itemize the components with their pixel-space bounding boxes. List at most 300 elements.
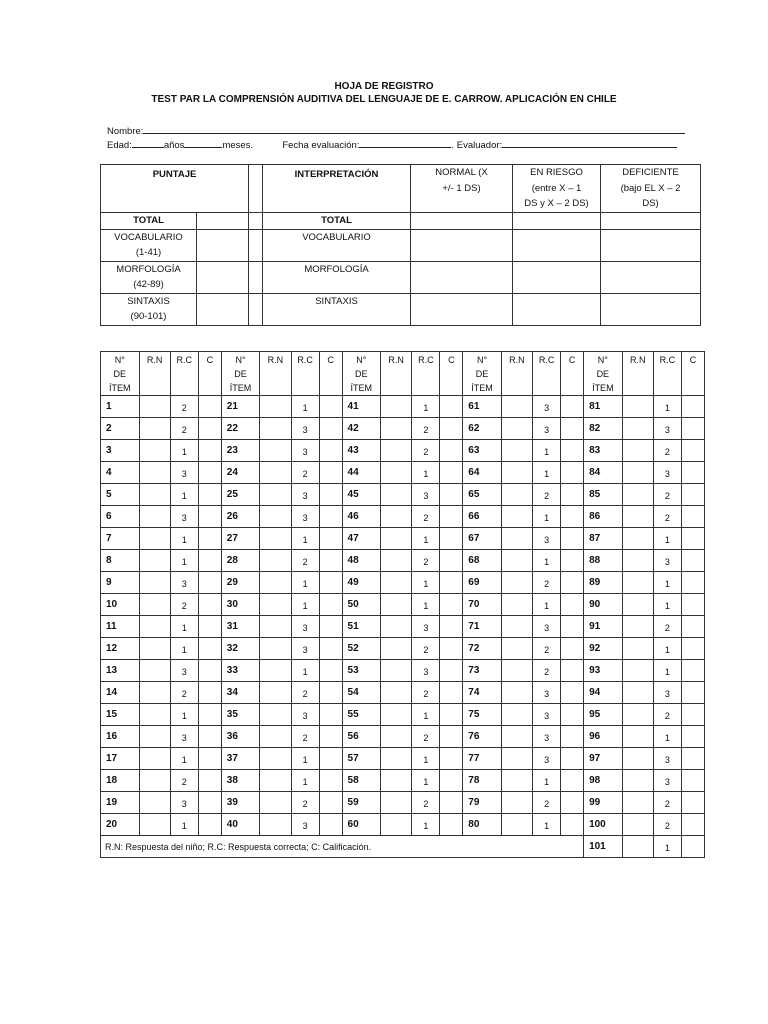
rc-value: 1 [170, 704, 198, 726]
rc-value: 1 [533, 462, 561, 484]
item-number: 17 [101, 748, 140, 770]
rn-cell[interactable] [501, 594, 532, 616]
c-cell[interactable] [681, 726, 704, 748]
c-cell[interactable] [440, 660, 463, 682]
c-cell[interactable] [440, 770, 463, 792]
rn-cell[interactable] [260, 506, 291, 528]
rn-cell[interactable] [139, 814, 170, 836]
c-cell[interactable] [681, 572, 704, 594]
rn-cell[interactable] [139, 792, 170, 814]
table-row [101, 704, 705, 726]
edad-months-field[interactable] [184, 138, 222, 148]
rn-cell[interactable] [139, 704, 170, 726]
c-cell[interactable] [681, 770, 704, 792]
c-cell[interactable] [319, 550, 342, 572]
rn-cell[interactable] [260, 396, 291, 418]
c-cell[interactable] [319, 814, 342, 836]
rn-cell[interactable] [381, 660, 412, 682]
c-cell[interactable] [319, 396, 342, 418]
item-number: 99 [584, 792, 623, 814]
rn-cell[interactable] [260, 660, 291, 682]
rn-cell[interactable] [622, 726, 653, 748]
c-cell[interactable] [440, 506, 463, 528]
c-cell[interactable] [561, 660, 584, 682]
item-number: 12 [101, 638, 140, 660]
rc-value: 1 [412, 572, 440, 594]
nombre-field[interactable] [143, 124, 685, 134]
rn-cell[interactable] [622, 660, 653, 682]
rc-value: 3 [291, 814, 319, 836]
rn-cell[interactable] [501, 660, 532, 682]
c-cell[interactable] [198, 440, 221, 462]
rn-cell[interactable] [260, 726, 291, 748]
c-cell[interactable] [440, 638, 463, 660]
rc-value: 2 [533, 572, 561, 594]
rc-value: 1 [533, 550, 561, 572]
rn-cell[interactable] [139, 462, 170, 484]
rn-cell[interactable] [139, 660, 170, 682]
rn-cell[interactable] [139, 682, 170, 704]
rn-cell[interactable] [139, 616, 170, 638]
item-number: 94 [584, 682, 623, 704]
c-cell[interactable] [319, 528, 342, 550]
c-cell[interactable] [319, 440, 342, 462]
item-number: 81 [584, 396, 623, 418]
rn-cell[interactable] [260, 484, 291, 506]
rn-cell[interactable] [501, 770, 532, 792]
rn-cell[interactable] [381, 638, 412, 660]
item-number: 37 [221, 748, 260, 770]
rn-cell[interactable] [260, 528, 291, 550]
rn-cell[interactable] [501, 396, 532, 418]
rc-value: 2 [653, 814, 681, 836]
c-cell[interactable] [319, 616, 342, 638]
c-cell[interactable] [440, 418, 463, 440]
rn-cell[interactable] [139, 484, 170, 506]
morfologia-label: MORFOLOGÍA (42-89) [101, 261, 197, 293]
c-cell[interactable] [561, 572, 584, 594]
c-cell[interactable] [198, 682, 221, 704]
rn-cell[interactable] [381, 572, 412, 594]
rn-cell[interactable] [260, 418, 291, 440]
item-number: 23 [221, 440, 260, 462]
item-number: 30 [221, 594, 260, 616]
rn-cell[interactable] [622, 814, 653, 836]
c-cell[interactable] [319, 660, 342, 682]
c-cell[interactable] [198, 638, 221, 660]
c-cell[interactable] [198, 704, 221, 726]
rc-value: 3 [533, 682, 561, 704]
c-cell[interactable] [561, 638, 584, 660]
c-header: C [681, 352, 704, 396]
rn-cell[interactable] [381, 396, 412, 418]
c-cell[interactable] [198, 726, 221, 748]
total-score-cell[interactable] [197, 212, 249, 229]
item-number: 84 [584, 462, 623, 484]
c-cell[interactable] [198, 506, 221, 528]
item-number: 5 [101, 484, 140, 506]
c-cell[interactable] [561, 506, 584, 528]
c-cell[interactable] [319, 484, 342, 506]
c-cell[interactable] [319, 462, 342, 484]
rc-value: 1 [412, 704, 440, 726]
c-cell[interactable] [681, 440, 704, 462]
c-cell[interactable] [681, 462, 704, 484]
c-cell[interactable] [440, 550, 463, 572]
rc-value: 3 [533, 748, 561, 770]
rn-cell[interactable] [260, 814, 291, 836]
c-cell[interactable] [440, 462, 463, 484]
c-cell[interactable] [561, 550, 584, 572]
rc-value: 2 [170, 396, 198, 418]
rn-cell[interactable] [501, 462, 532, 484]
c-cell[interactable] [319, 506, 342, 528]
item-number: 72 [463, 638, 502, 660]
table-row [101, 792, 705, 814]
rn-cell[interactable] [139, 572, 170, 594]
c-cell[interactable] [681, 814, 704, 836]
rn-cell[interactable] [260, 748, 291, 770]
rc-value: 3 [653, 418, 681, 440]
c-cell[interactable] [440, 726, 463, 748]
rn-cell[interactable] [501, 550, 532, 572]
rn-cell[interactable] [381, 418, 412, 440]
rc-value: 2 [412, 726, 440, 748]
c-cell[interactable] [681, 792, 704, 814]
rn-cell[interactable] [501, 704, 532, 726]
item-number: 36 [221, 726, 260, 748]
c-cell[interactable] [681, 506, 704, 528]
rn-cell[interactable] [501, 616, 532, 638]
c-cell[interactable] [319, 572, 342, 594]
rc-value: 1 [533, 506, 561, 528]
rn-cell[interactable] [622, 836, 653, 858]
c-cell[interactable] [319, 418, 342, 440]
rn-cell[interactable] [139, 638, 170, 660]
c-cell[interactable] [319, 792, 342, 814]
c-cell[interactable] [561, 528, 584, 550]
c-cell[interactable] [681, 616, 704, 638]
c-cell[interactable] [198, 462, 221, 484]
edad-years-field[interactable] [132, 138, 164, 148]
rn-cell[interactable] [622, 528, 653, 550]
c-cell[interactable] [440, 484, 463, 506]
c-cell[interactable] [319, 704, 342, 726]
rn-cell[interactable] [622, 638, 653, 660]
c-cell[interactable] [681, 748, 704, 770]
rn-cell[interactable] [501, 726, 532, 748]
rn-cell[interactable] [622, 792, 653, 814]
item-number: 88 [584, 550, 623, 572]
c-cell[interactable] [319, 770, 342, 792]
rn-cell[interactable] [139, 726, 170, 748]
item-number: 58 [342, 770, 381, 792]
rn-cell[interactable] [501, 484, 532, 506]
c-cell[interactable] [319, 726, 342, 748]
item-number: 33 [221, 660, 260, 682]
table-row [101, 638, 705, 660]
c-cell[interactable] [198, 572, 221, 594]
c-cell[interactable] [681, 704, 704, 726]
c-cell[interactable] [681, 550, 704, 572]
item-number: 20 [101, 814, 140, 836]
c-cell[interactable] [561, 418, 584, 440]
c-cell[interactable] [198, 748, 221, 770]
rn-cell[interactable] [622, 572, 653, 594]
rn-cell[interactable] [139, 594, 170, 616]
c-cell[interactable] [440, 616, 463, 638]
rc-value: 3 [291, 638, 319, 660]
rc-value: 3 [653, 748, 681, 770]
c-cell[interactable] [561, 792, 584, 814]
c-cell[interactable] [561, 770, 584, 792]
c-cell[interactable] [440, 440, 463, 462]
c-cell[interactable] [198, 770, 221, 792]
c-cell[interactable] [198, 660, 221, 682]
c-cell[interactable] [198, 792, 221, 814]
evaluador-field[interactable] [502, 138, 677, 148]
rc-value: 2 [291, 462, 319, 484]
rn-cell[interactable] [622, 594, 653, 616]
rn-cell[interactable] [139, 418, 170, 440]
rn-cell[interactable] [260, 704, 291, 726]
c-cell[interactable] [561, 484, 584, 506]
rn-cell[interactable] [139, 528, 170, 550]
rc-value: 1 [653, 726, 681, 748]
rn-cell[interactable] [501, 682, 532, 704]
c-cell[interactable] [681, 682, 704, 704]
c-cell[interactable] [440, 748, 463, 770]
c-cell[interactable] [561, 440, 584, 462]
rn-cell[interactable] [139, 748, 170, 770]
c-cell[interactable] [681, 418, 704, 440]
rc-header: R.C [291, 352, 319, 396]
rn-cell[interactable] [381, 682, 412, 704]
c-cell[interactable] [561, 682, 584, 704]
rn-cell[interactable] [139, 440, 170, 462]
item-number: 44 [342, 462, 381, 484]
normal-header: NORMAL (X +/- 1 DS) [411, 165, 513, 213]
rn-cell[interactable] [622, 748, 653, 770]
item-number: 45 [342, 484, 381, 506]
c-cell[interactable] [319, 682, 342, 704]
rc-value: 2 [170, 418, 198, 440]
rn-cell[interactable] [501, 792, 532, 814]
morfologia-score-cell[interactable] [197, 261, 249, 293]
vocabulario-interp-label: VOCABULARIO [263, 229, 411, 261]
c-cell[interactable] [198, 814, 221, 836]
item-number: 61 [463, 396, 502, 418]
rn-cell[interactable] [501, 814, 532, 836]
rc-value: 1 [170, 550, 198, 572]
rc-value: 2 [291, 726, 319, 748]
rn-cell[interactable] [260, 440, 291, 462]
edad-line [107, 138, 677, 151]
rc-value: 3 [291, 418, 319, 440]
rn-cell[interactable] [381, 748, 412, 770]
rn-cell[interactable] [381, 550, 412, 572]
fecha-field[interactable] [359, 138, 451, 148]
c-cell[interactable] [561, 814, 584, 836]
c-cell[interactable] [319, 638, 342, 660]
c-cell[interactable] [440, 792, 463, 814]
c-cell[interactable] [681, 528, 704, 550]
item-number: 74 [463, 682, 502, 704]
rn-cell[interactable] [139, 770, 170, 792]
c-cell[interactable] [561, 462, 584, 484]
item-number: 71 [463, 616, 502, 638]
item-number: 70 [463, 594, 502, 616]
morfologia-interp-label: MORFOLOGÍA [263, 261, 411, 293]
rn-cell[interactable] [622, 484, 653, 506]
edad-label: Edad: [107, 140, 132, 151]
item-number: 76 [463, 726, 502, 748]
sintaxis-label: SINTAXIS (90-101) [101, 293, 197, 325]
c-cell[interactable] [681, 484, 704, 506]
rn-cell[interactable] [381, 704, 412, 726]
item-number: 24 [221, 462, 260, 484]
item-number: 101 [584, 836, 623, 858]
item-number: 25 [221, 484, 260, 506]
rn-cell[interactable] [501, 506, 532, 528]
rc-value: 1 [170, 528, 198, 550]
rn-cell[interactable] [381, 792, 412, 814]
rn-cell[interactable] [622, 704, 653, 726]
c-cell[interactable] [440, 572, 463, 594]
c-cell[interactable] [681, 594, 704, 616]
legend-text: R.N: Respuesta del niño; R.C: Respuesta correcta; C: Calificación. [101, 836, 584, 858]
rn-cell[interactable] [139, 396, 170, 418]
c-cell[interactable] [198, 616, 221, 638]
c-cell[interactable] [561, 396, 584, 418]
rc-value: 3 [653, 550, 681, 572]
item-number: 51 [342, 616, 381, 638]
rn-cell[interactable] [622, 462, 653, 484]
rn-cell[interactable] [260, 682, 291, 704]
rn-cell[interactable] [501, 638, 532, 660]
rn-cell[interactable] [622, 506, 653, 528]
c-cell[interactable] [681, 836, 704, 858]
rn-cell[interactable] [260, 462, 291, 484]
item-number: 4 [101, 462, 140, 484]
table-row [101, 462, 705, 484]
rc-value: 2 [653, 506, 681, 528]
c-header: C [440, 352, 463, 396]
rn-cell[interactable] [260, 770, 291, 792]
item-number: 39 [221, 792, 260, 814]
rc-value: 2 [653, 484, 681, 506]
rn-cell[interactable] [381, 726, 412, 748]
sintaxis-score-cell[interactable] [197, 293, 249, 325]
item-number: 68 [463, 550, 502, 572]
c-cell[interactable] [198, 550, 221, 572]
rn-cell[interactable] [501, 748, 532, 770]
rn-cell[interactable] [381, 462, 412, 484]
c-cell[interactable] [440, 814, 463, 836]
c-cell[interactable] [319, 594, 342, 616]
c-cell[interactable] [681, 660, 704, 682]
rn-cell[interactable] [381, 528, 412, 550]
rc-value: 1 [412, 770, 440, 792]
rn-cell[interactable] [381, 506, 412, 528]
c-cell[interactable] [440, 594, 463, 616]
c-cell[interactable] [561, 616, 584, 638]
c-cell[interactable] [198, 418, 221, 440]
item-number: 89 [584, 572, 623, 594]
rn-cell[interactable] [260, 572, 291, 594]
total-right-label: TOTAL [263, 212, 411, 229]
items-table [100, 351, 705, 858]
rn-cell[interactable] [260, 792, 291, 814]
rn-cell[interactable] [260, 616, 291, 638]
rn-cell[interactable] [381, 594, 412, 616]
rn-cell[interactable] [622, 550, 653, 572]
vocabulario-score-cell[interactable] [197, 229, 249, 261]
c-cell[interactable] [440, 396, 463, 418]
c-cell[interactable] [681, 638, 704, 660]
c-cell[interactable] [319, 748, 342, 770]
evaluador-label: . Evaluador: [451, 140, 503, 151]
rn-cell[interactable] [622, 616, 653, 638]
c-cell[interactable] [440, 682, 463, 704]
c-cell[interactable] [561, 704, 584, 726]
sintaxis-interp-label: SINTAXIS [263, 293, 411, 325]
rn-cell[interactable] [501, 418, 532, 440]
item-number: 26 [221, 506, 260, 528]
rn-cell[interactable] [381, 616, 412, 638]
rn-cell[interactable] [622, 682, 653, 704]
item-number: 6 [101, 506, 140, 528]
c-cell[interactable] [198, 594, 221, 616]
rn-cell[interactable] [622, 440, 653, 462]
rc-value: 3 [170, 792, 198, 814]
c-cell[interactable] [561, 748, 584, 770]
item-number: 100 [584, 814, 623, 836]
item-number: 14 [101, 682, 140, 704]
rn-cell[interactable] [381, 484, 412, 506]
rn-header: R.N [260, 352, 291, 396]
c-cell[interactable] [198, 396, 221, 418]
rn-cell[interactable] [381, 814, 412, 836]
rn-cell[interactable] [622, 418, 653, 440]
c-cell[interactable] [198, 528, 221, 550]
rn-cell[interactable] [501, 572, 532, 594]
rc-value: 2 [291, 550, 319, 572]
c-cell[interactable] [440, 704, 463, 726]
rn-cell[interactable] [381, 440, 412, 462]
c-cell[interactable] [198, 484, 221, 506]
rn-cell[interactable] [501, 440, 532, 462]
rc-value: 2 [412, 418, 440, 440]
rn-cell[interactable] [260, 550, 291, 572]
rn-cell[interactable] [139, 506, 170, 528]
c-cell[interactable] [561, 726, 584, 748]
interpretacion-header: INTERPRETACIÓN [263, 165, 411, 213]
rn-cell[interactable] [622, 770, 653, 792]
c-cell[interactable] [561, 594, 584, 616]
rn-cell[interactable] [260, 638, 291, 660]
rc-value: 1 [412, 814, 440, 836]
rn-cell[interactable] [260, 594, 291, 616]
item-number: 43 [342, 440, 381, 462]
rn-cell[interactable] [381, 770, 412, 792]
rn-cell[interactable] [139, 550, 170, 572]
item-number: 32 [221, 638, 260, 660]
c-cell[interactable] [681, 396, 704, 418]
c-cell[interactable] [440, 528, 463, 550]
rn-cell[interactable] [501, 528, 532, 550]
rn-cell[interactable] [622, 396, 653, 418]
